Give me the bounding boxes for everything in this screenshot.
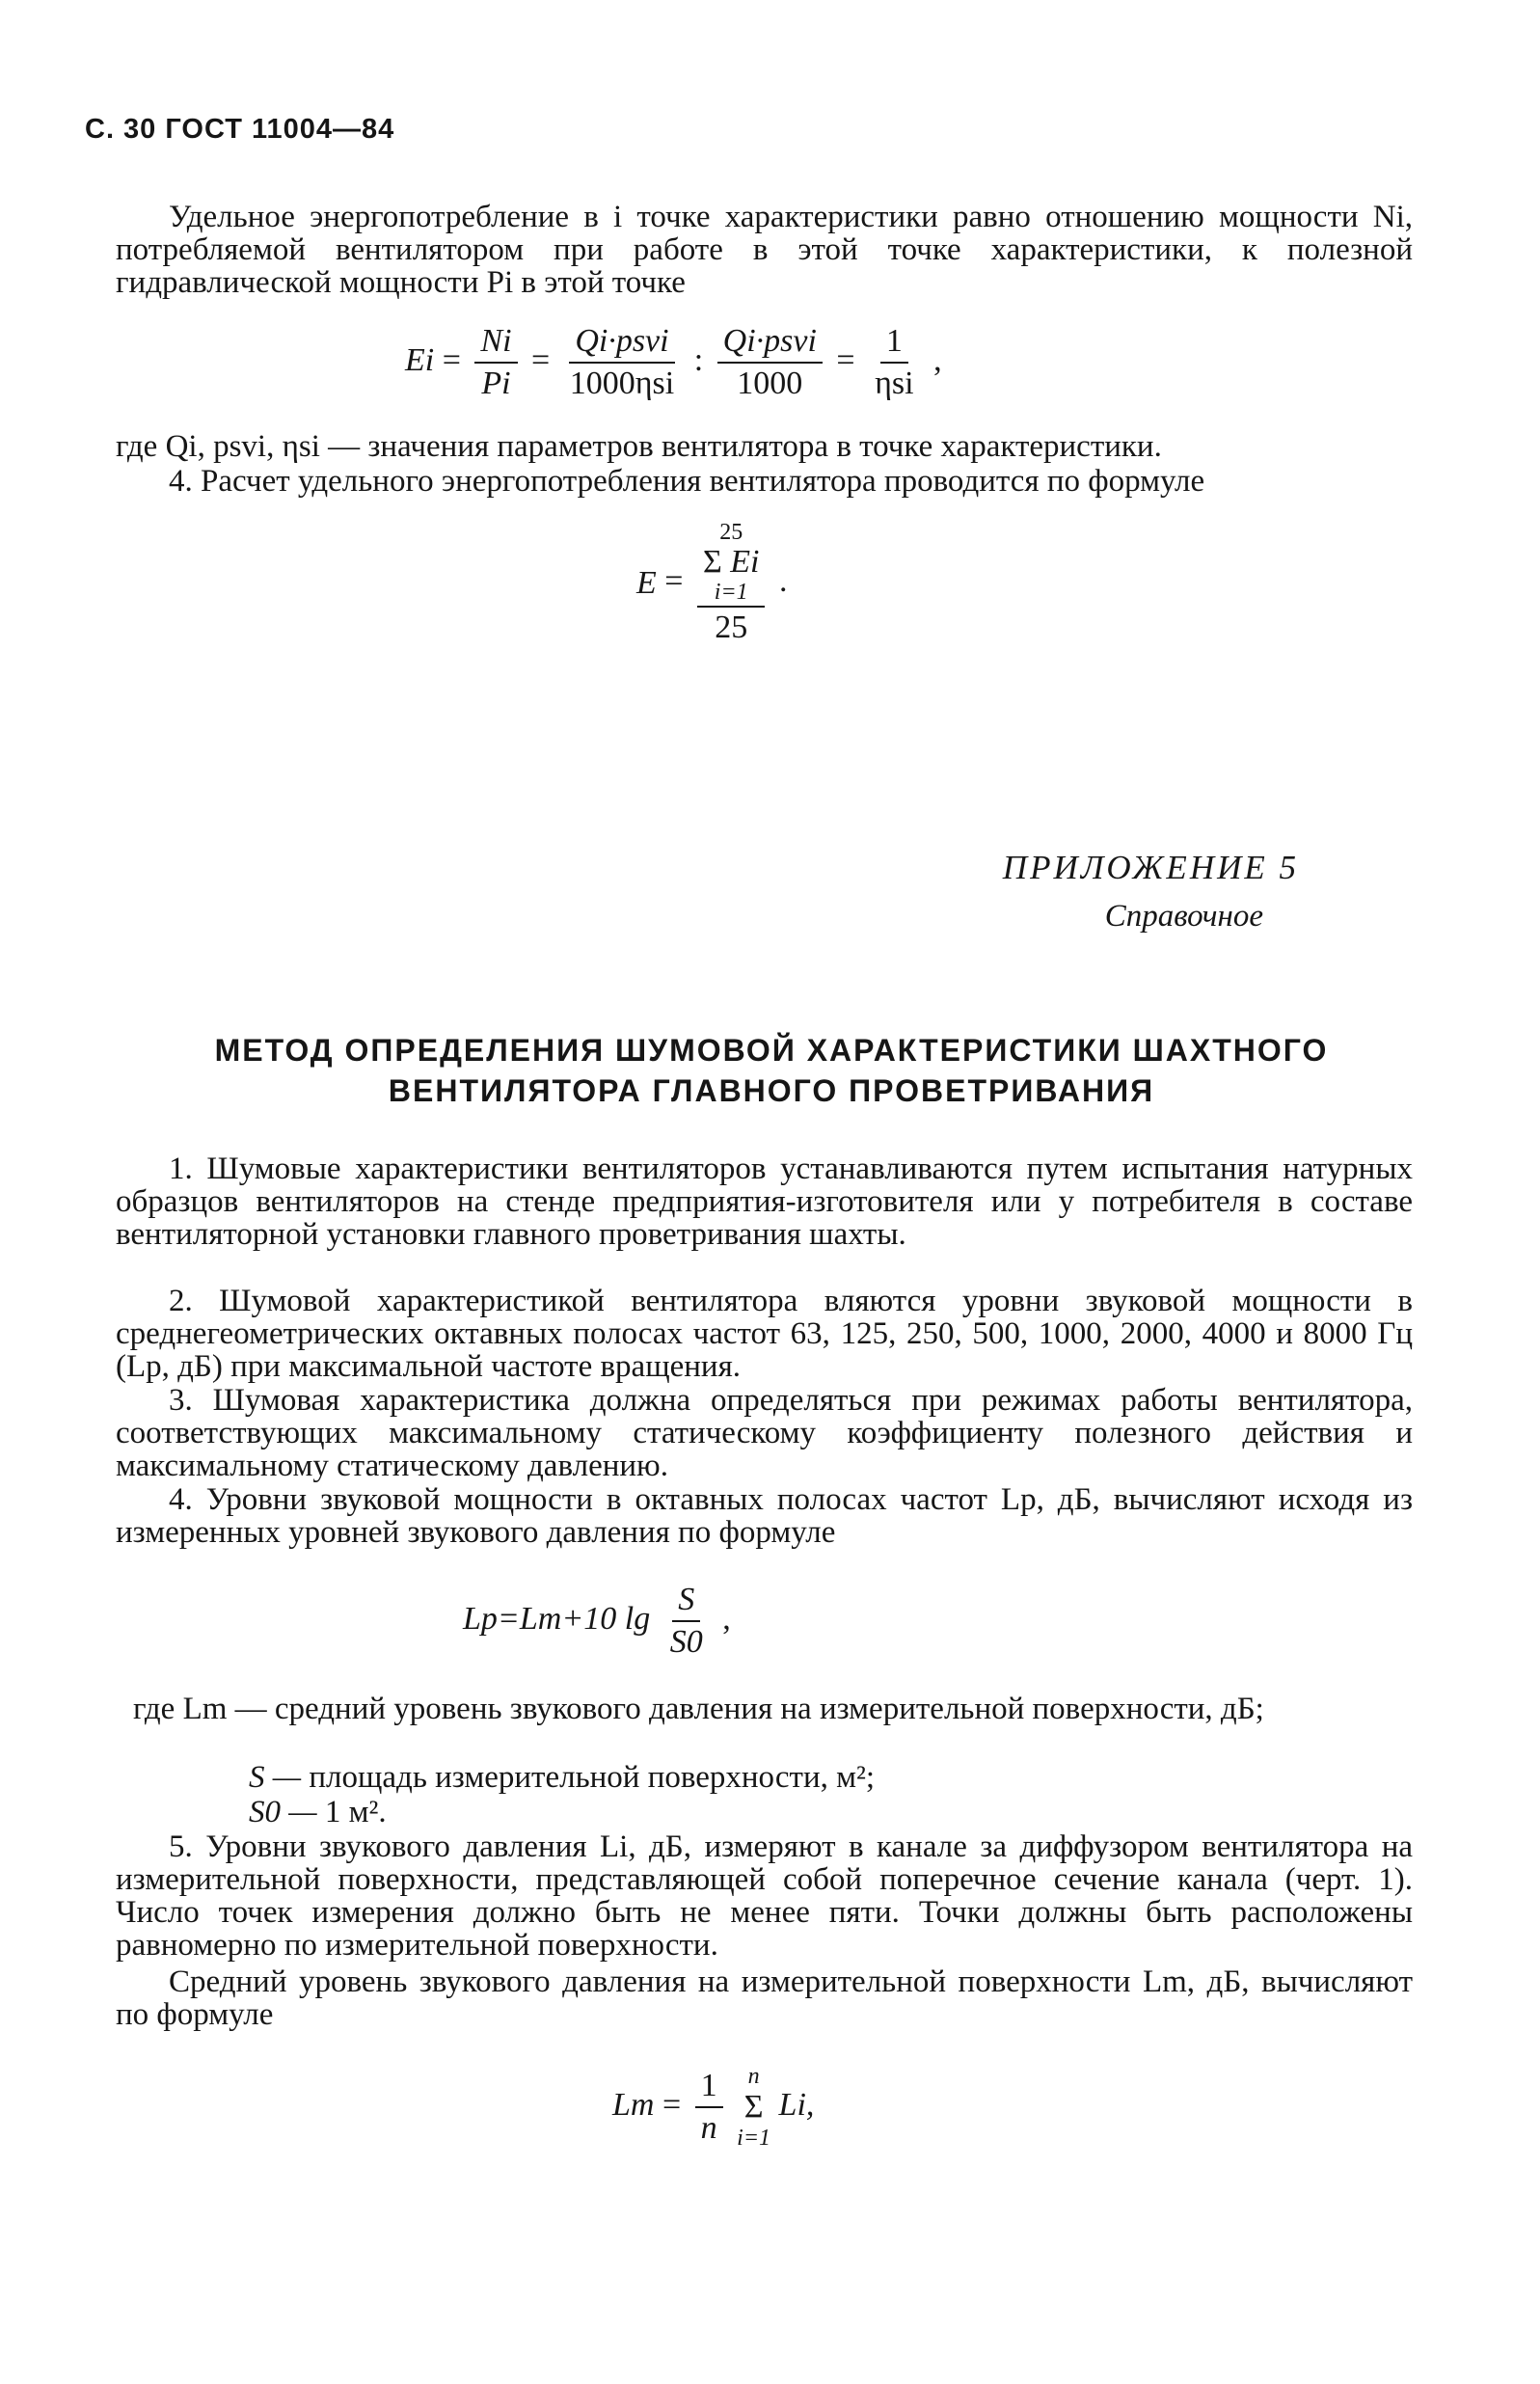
intro-paragraph: Удельное энергопотребление в i точке характеристики равно отношению мощности Ni, потребляемой вентилятором при работе в этой точке характеристики, к полезной гидравлической мощности Pi в этой точке xyxy=(116,200,1413,300)
paragraph-2: 2. Шумовой характеристикой вентилятора вляются уровни звуковой мощности в среднегеометрических октавных полосах частот 63, 125, 250, 500, 1000, 2000, 4000 и 8000 Гц (Lp, дБ) при максимальной частоте вращения. xyxy=(116,1284,1413,1384)
appendix-subtitle: Справочное xyxy=(1104,899,1263,934)
formula4-frac: $\frac{1}{n}$ xyxy=(695,2068,723,2147)
definition-lm: где Lm — средний уровень звукового давления на измерительной поверхности, дБ; xyxy=(133,1692,1264,1726)
formula2-frac: 25 Σ Ei i=1 25 xyxy=(697,521,766,646)
appendix-title: ПРИЛОЖЕНИЕ 5 xyxy=(1002,849,1299,886)
formula-energy-point: Ei = $\frac{Ni}{Pi}$ = $\frac{\text{Qi·psvi}}{\text{1000ηsi}}$ : $\frac{\text{Qi·psvi}}{1000}$ = $\frac{1}{\text{ηsi}}$ , xyxy=(405,323,942,401)
definition-s0: S0 — 1 м². xyxy=(249,1795,387,1829)
formula1-frac-3: $\frac{\text{Qi·psvi}}{1000}$ xyxy=(717,323,823,402)
paragraph-5: 5. Уровни звукового давления Li, дБ, измеряют в канале за диффузором вентилятора на измерительной поверхности, представляющей собой поперечное сечение канала (черт. 1). Число точек измерения должно быть не менее пяти. Точки должны быть расположены равномерно по измерительной поверхности. xyxy=(116,1829,1413,1963)
formula-mean-pressure: Lm = $\frac{1}{n}$ n Σ i=1 Li, xyxy=(612,2064,815,2151)
formula1-frac-1: $\frac{Ni}{Pi}$ xyxy=(474,323,517,402)
formula3-frac: $\frac{S}{S0}$ xyxy=(669,1582,703,1660)
paragraph-1: 1. Шумовые характеристики вентиляторов устанавливаются путем испытания натурных образцов вентиляторов на стенде предприятия-изготовителя или у потребителя в составе вентиляторной установки главного проветривания шахты. xyxy=(116,1151,1413,1252)
page-header: С. 30 ГОСТ 11004—84 xyxy=(85,114,395,145)
formula-energy-mean: E = 25 Σ Ei i=1 25 . xyxy=(636,520,788,645)
definition-s: S — площадь измерительной поверхности, м²; xyxy=(249,1760,876,1795)
formula1-frac-2: $\frac{\text{Qi·psvi}}{\text{1000ηsi}}$ xyxy=(569,323,675,401)
section-heading: МЕТОД ОПРЕДЕЛЕНИЯ ШУМОВОЙ ХАРАКТЕРИСТИКИ ШАХТНОГО ВЕНТИЛЯТОРА ГЛАВНОГО ПРОВЕТРИВАНИЯ xyxy=(214,1033,1329,1108)
paragraph-4: 4. Уровни звуковой мощности в октавных полосах частот Lp, дБ, вычисляют исходя из измеренных уровней звукового давления по формуле xyxy=(116,1482,1413,1550)
formula4-sum: n Σ i=1 xyxy=(737,2064,771,2151)
paragraph-3: 3. Шумовая характеристика должна определяться при режимах работы вентилятора, соответствующих максимальному статическому коэффициенту полезного действия и максимальному статическому давлению. xyxy=(116,1383,1413,1483)
item-4-energy: 4. Расчет удельного энергопотребления вентилятора проводится по формуле xyxy=(169,464,1205,499)
formula-sound-power: Lp=Lm+10 lg $\frac{S}{S0}$ , xyxy=(463,1582,731,1660)
formula1-frac-4: $\frac{1}{\text{ηsi}}$ xyxy=(875,323,914,401)
where-clause-1: где Qi, psvi, ηsi — значения параметров вентилятора в точке характеристики. xyxy=(116,429,1162,464)
paragraph-6: Средний уровень звукового давления на измерительной поверхности Lm, дБ, вычисляют по формуле xyxy=(116,1964,1413,2032)
formula1-lhs: Ei xyxy=(405,341,435,378)
